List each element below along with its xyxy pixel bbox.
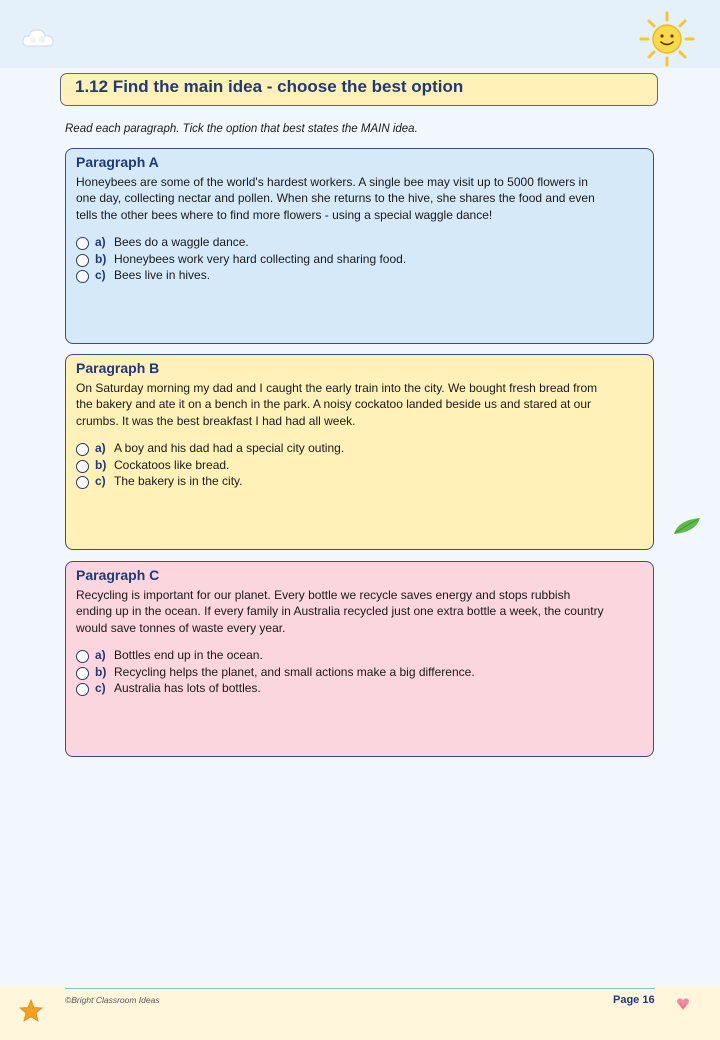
option-text: Recycling helps the planet, and small actions make a big difference.: [114, 664, 475, 679]
paragraph-card-a: [65, 148, 654, 344]
radio-button[interactable]: [76, 650, 89, 663]
radio-button[interactable]: [76, 443, 89, 456]
option-text: Cockatoos like bread.: [114, 457, 230, 472]
instructions: Read each paragraph. Tick the option that best states the MAIN idea.: [65, 123, 418, 135]
paragraph-line: would save tonnes of waste every year.: [76, 620, 286, 635]
paragraph-line: Recycling is important for our planet. Every bottle we recycle saves energy and stops rubbish: [76, 588, 571, 602]
option-letter: a): [95, 648, 106, 662]
paragraph-title: Paragraph A: [76, 154, 159, 170]
option-text: Australia has lots of bottles.: [114, 681, 261, 695]
heart-icon: [676, 997, 690, 1016]
option-text: The bakery is in the city.: [114, 474, 243, 488]
option-letter: a): [95, 235, 106, 249]
paragraph-card-b: [65, 354, 654, 550]
paragraph-line: one day, collecting nectar and pollen. When she returns to the hive, she shares the food and even: [76, 191, 595, 206]
footer-divider: [65, 988, 655, 989]
paragraph-line: ending up in the ocean. If every family in Australia recycled just one extra bottle a week, the country: [76, 604, 604, 619]
header-band: [0, 0, 720, 68]
option-letter: b): [95, 457, 107, 472]
cloud-icon: [20, 26, 56, 55]
option-text: Bees live in hives.: [114, 268, 211, 282]
radio-button[interactable]: [76, 683, 89, 696]
option-text: Bottles end up in the ocean.: [114, 648, 263, 662]
option-letter: c): [95, 268, 106, 282]
option-letter: b): [95, 664, 107, 679]
paragraph-line: Honeybees are some of the world's hardest workers. A single bee may visit up to 5000 flowers in: [76, 175, 588, 189]
paragraph-card-c: [65, 561, 654, 757]
paragraph-line: On Saturday morning my dad and I caught the early train into the city. We bought fresh bread from: [76, 381, 598, 395]
paragraph-title: Paragraph B: [76, 360, 160, 376]
worksheet-title-bar: [60, 73, 658, 106]
option-text: A boy and his dad had a special city outing.: [114, 441, 345, 455]
paragraph-line: crumbs. It was the best breakfast I had had all week.: [76, 413, 356, 428]
paragraph-line: the bakery and ate it on a bench in the park. A noisy cockatoo landed beside us and stared at our: [76, 397, 592, 412]
radio-button[interactable]: [76, 237, 89, 250]
radio-button[interactable]: [76, 460, 89, 473]
paragraph-text: [76, 587, 641, 636]
radio-button[interactable]: [76, 254, 89, 267]
radio-button[interactable]: [76, 667, 89, 680]
leaf-icon: [672, 516, 702, 541]
radio-button[interactable]: [76, 270, 89, 283]
star-icon: [19, 999, 43, 1027]
option-letter: c): [95, 681, 106, 695]
option-text: Bees do a waggle dance.: [114, 235, 249, 249]
copyright-text: ©Bright Classroom Ideas: [65, 995, 160, 1005]
paragraph-text: [76, 174, 641, 223]
paragraph-text: [76, 380, 641, 429]
option-letter: a): [95, 441, 106, 455]
worksheet-title: 1.12 Find the main idea - choose the best option: [75, 77, 464, 96]
radio-button[interactable]: [76, 476, 89, 489]
option-letter: b): [95, 251, 107, 266]
sun-icon: [638, 10, 696, 73]
page-number: Page 16: [613, 994, 655, 1006]
option-letter: c): [95, 474, 106, 488]
option-text: Honeybees work very hard collecting and sharing food.: [114, 251, 407, 266]
paragraph-title: Paragraph C: [76, 567, 160, 583]
paragraph-line: tells the other bees where to find more flowers - using a special waggle dance!: [76, 207, 493, 222]
